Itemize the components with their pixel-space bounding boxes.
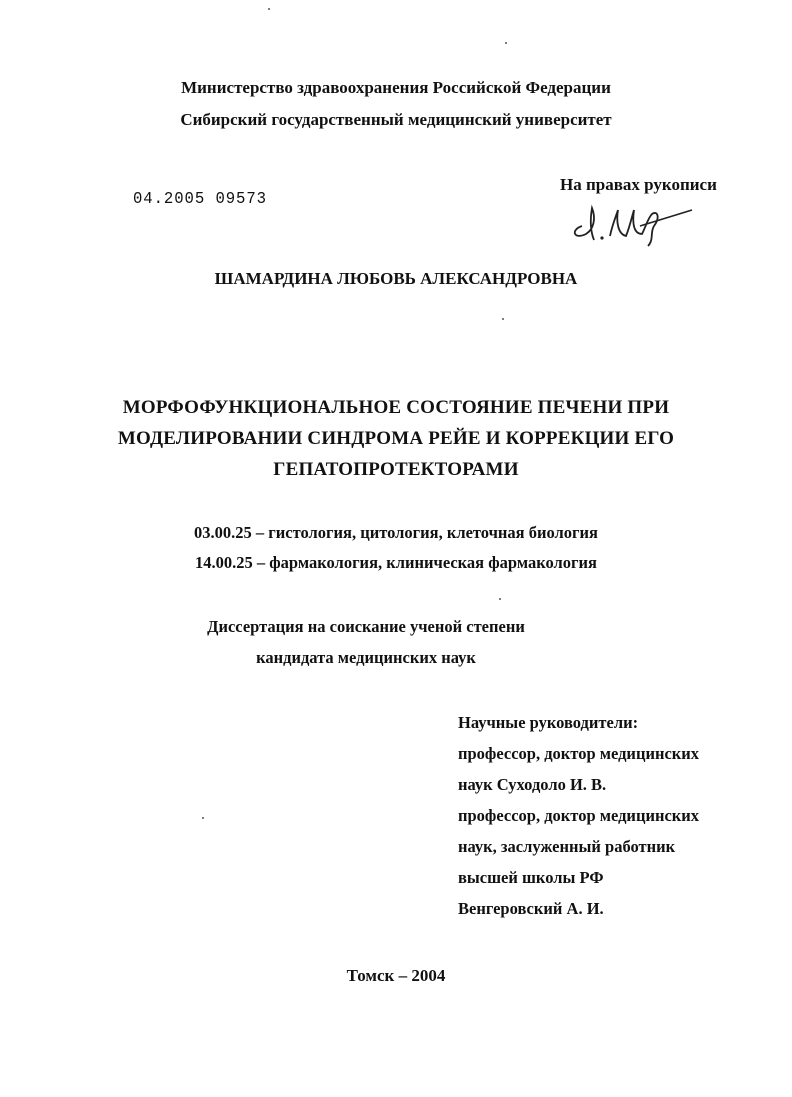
handwritten-signature — [560, 196, 700, 248]
city-year: Томск – 2004 — [346, 966, 446, 985]
author-name: ШАМАРДИНА ЛЮБОВЬ АЛЕКСАНДРОВНА — [214, 269, 578, 288]
scan-speck — [502, 318, 504, 320]
supervisors-heading: Научные руководители: — [458, 713, 639, 732]
scan-speck — [268, 8, 270, 10]
supervisor-line: наук Суходоло И. В. — [458, 775, 607, 794]
degree-line-1: Диссертация на соискание ученой степени — [207, 617, 525, 636]
scan-speck — [202, 817, 204, 819]
supervisor-line: Венгеровский А. И. — [458, 899, 604, 918]
degree-line-2: кандидата медицинских наук — [256, 648, 476, 667]
dissertation-title-line-3: ГЕПАТОПРОТЕКТОРАМИ — [273, 459, 519, 480]
scan-speck — [505, 42, 507, 44]
dissertation-title-line-2: МОДЕЛИРОВАНИИ СИНДРОМА РЕЙЕ И КОРРЕКЦИИ ЕГО — [117, 428, 675, 449]
university-header: Сибирский государственный медицинский университет — [180, 110, 612, 129]
archive-stamp-number: 04.2005 09573 — [133, 190, 267, 209]
specialty-1: 03.00.25 – гистология, цитология, клеточная биология — [194, 523, 598, 542]
ministry-header: Министерство здравоохранения Российской Федерации — [181, 78, 611, 97]
specialty-2: 14.00.25 – фармакология, клиническая фармакология — [195, 553, 597, 572]
supervisor-line: наук, заслуженный работник — [458, 837, 676, 856]
scan-speck — [499, 598, 501, 600]
rights-notice: На правах рукописи — [560, 175, 717, 194]
dissertation-title-line-1: МОРФОФУНКЦИОНАЛЬНОЕ СОСТОЯНИЕ ПЕЧЕНИ ПРИ — [122, 397, 670, 418]
supervisor-line: профессор, доктор медицинских — [458, 806, 700, 825]
supervisor-line: профессор, доктор медицинских — [458, 744, 700, 763]
supervisor-line: высшей школы РФ — [458, 868, 604, 887]
